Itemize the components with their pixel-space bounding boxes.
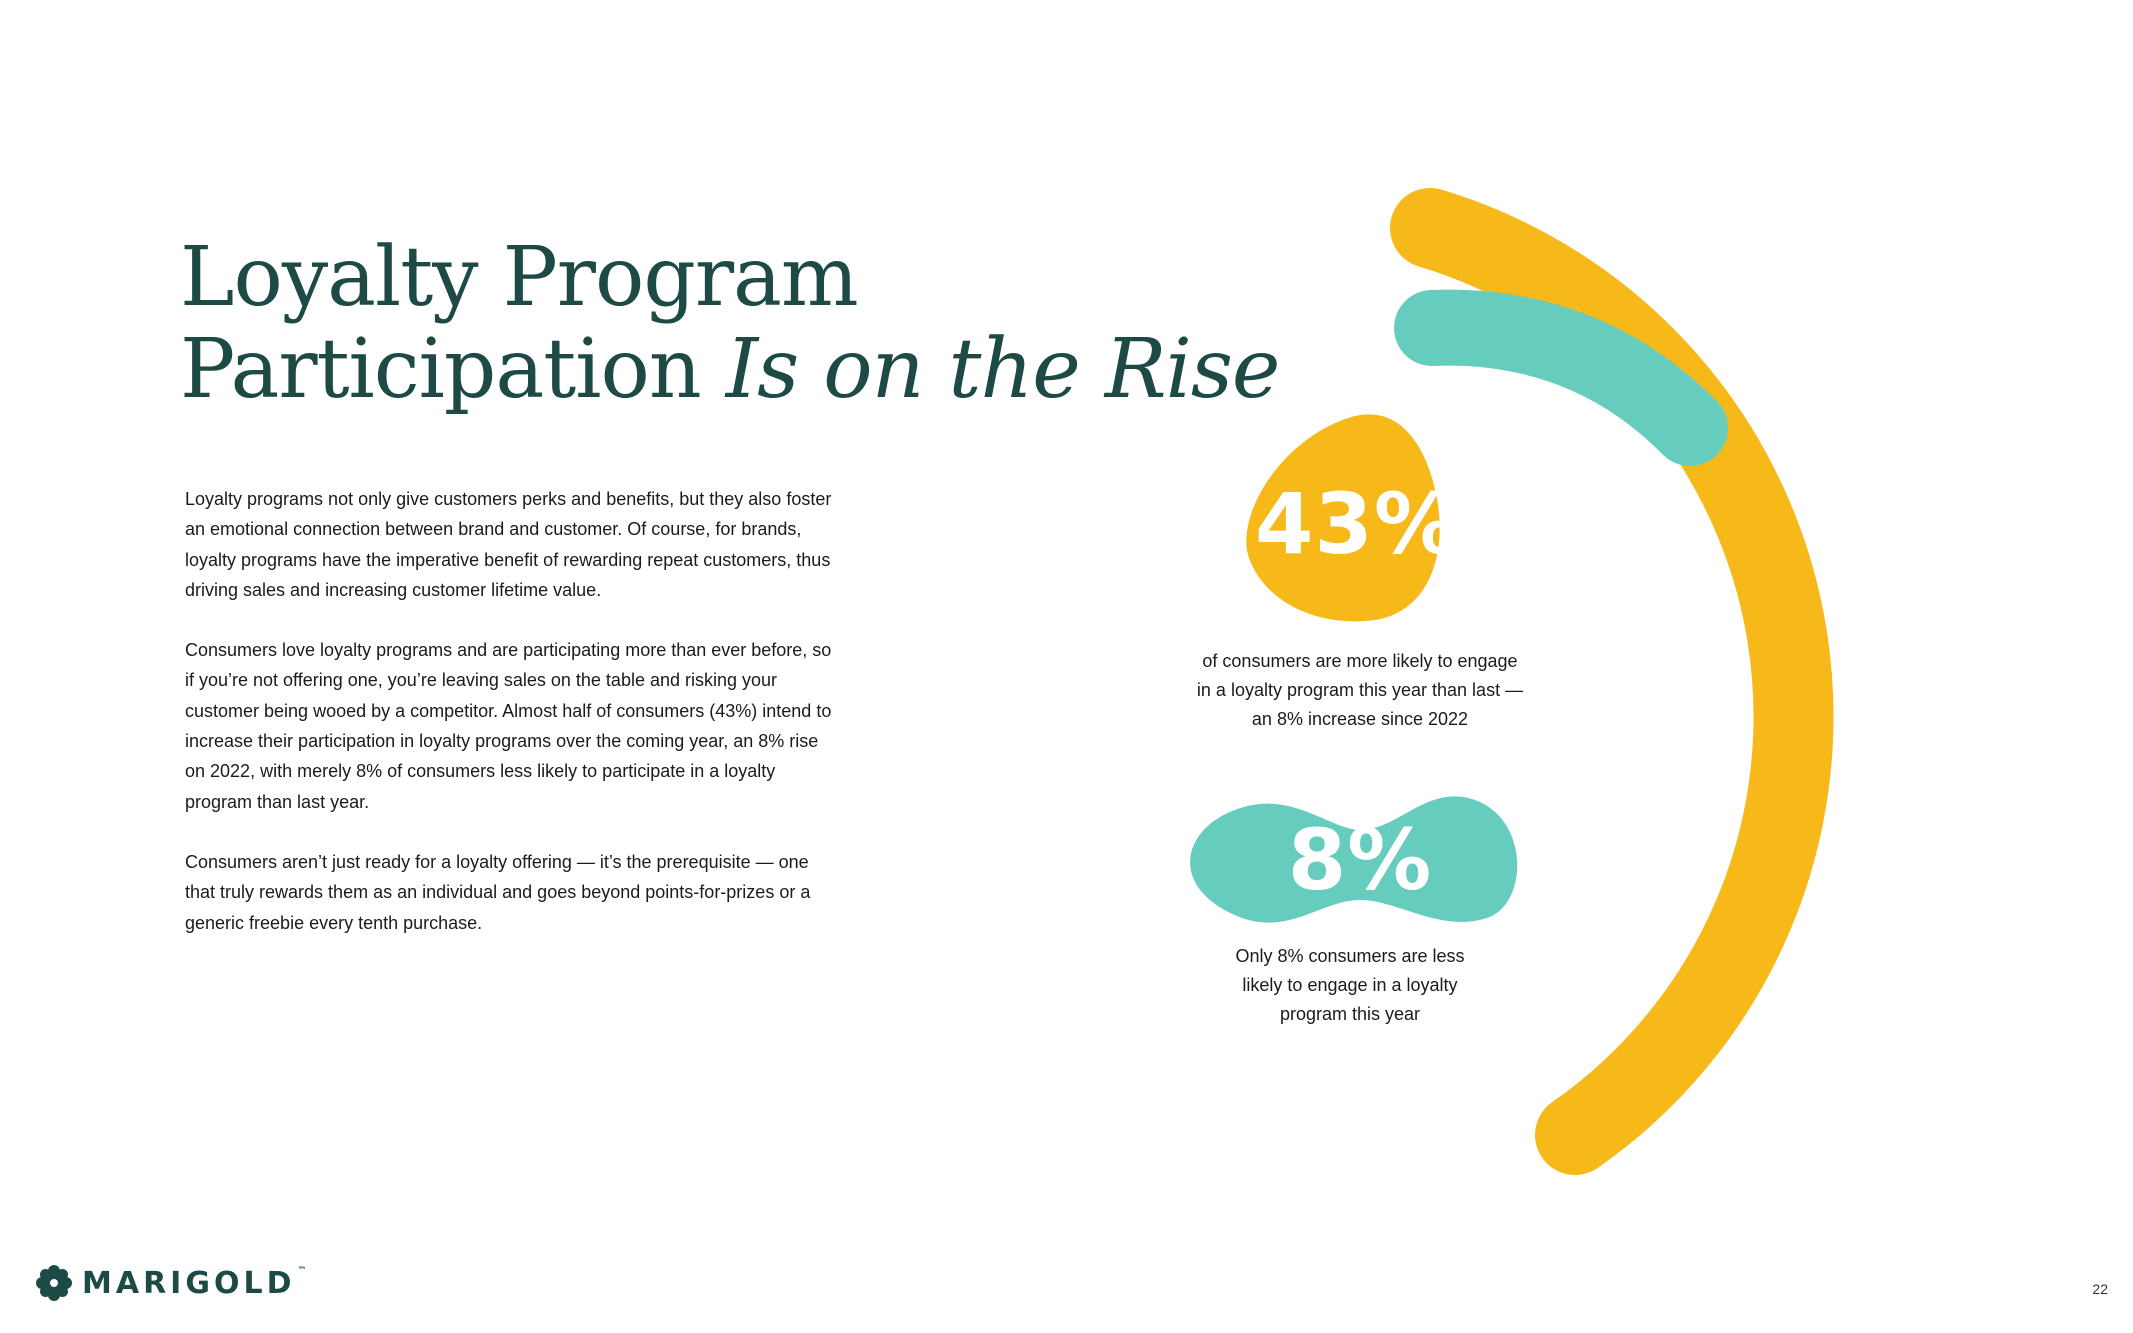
body-paragraph-3: Consumers aren’t just ready for a loyalty offering — it’s the prerequisite — one that truly rewards them as an individual and goes beyond points-for-prizes or a generic freebie every tenth purchase. (185, 851, 811, 933)
primary-stat-value: 43% (1254, 475, 1460, 573)
primary-caption-line-3: an 8% increase since 2022 (1251, 709, 1469, 729)
title-line-1: Loyalty Program (180, 230, 858, 325)
brand-name: MARIGOLD (82, 1265, 296, 1301)
primary-stat-caption (1160, 647, 1560, 734)
secondary-caption-line-3: program this year (1279, 1004, 1421, 1024)
body-paragraph-1: Loyalty programs not only give customers perks and benefits, but they also foster an emotional connection between brand and customer. Of course, for brands, loyalty programs have the imperative benefit of rewarding repeat customers, thus driving sales and increasing customer lifetime value. (185, 489, 832, 600)
title-line-2-italic: Is on the Rise (725, 322, 1280, 417)
secondary-stat-value: 8% (1287, 811, 1433, 909)
page-number: 22 (2092, 1281, 2108, 1297)
brand-logo (36, 1265, 306, 1301)
secondary-caption-line-1: Only 8% consumers are less (1235, 946, 1465, 966)
brand-wordmark (82, 1266, 306, 1301)
secondary-caption-line-2: likely to engage in a loyalty (1242, 975, 1458, 995)
primary-caption-line-1: of consumers are more likely to engage (1202, 651, 1518, 671)
secondary-stat-caption (1200, 942, 1500, 1029)
title-line-2-prefix: Participation (180, 322, 726, 417)
primary-caption-line-2: in a loyalty program this year than last — (1196, 680, 1524, 700)
flower-icon (36, 1265, 72, 1301)
trademark-symbol: ™ (297, 1265, 307, 1276)
body-paragraph-2: Consumers love loyalty programs and are participating more than ever before, so if you’re not offering one, you’re leaving sales on the table and risking your customer being wooed by a competitor. Almost half of consumers (43%) intend to increase their participation in loyalty programs over the coming year, an 8% rise on 2022, with merely 8% of consumers less likely to participate in a loyalty program than last year. (185, 640, 832, 812)
